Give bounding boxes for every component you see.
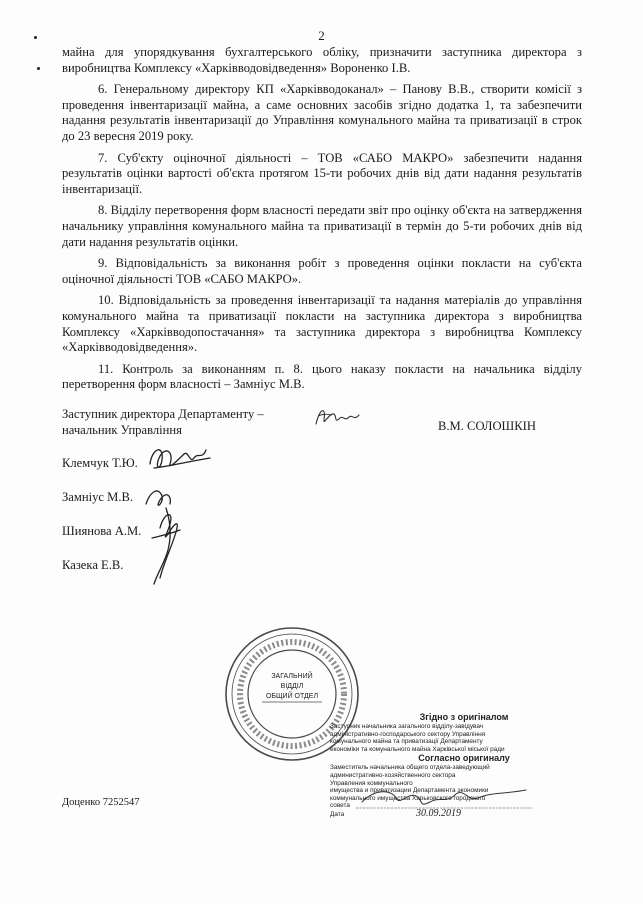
paragraph-6: 6. Генеральному директору КП «Харківводоканал» – Панову В.В., створити комісії з проведення інвентаризації майна, а саме основних засобів згідно додатка 1, та забезпечити надання результатів інвентаризації до Управління комунального майна та приватизації в строк до 23 вересня 2019 року. bbox=[62, 82, 582, 143]
stamp-date-value: 30.09.2019 bbox=[415, 807, 461, 819]
paragraph-7: 7. Суб'єкту оціночної діяльності – ТОВ «САБО МАКРО» забезпечити надання результатів оцінки вартості об'єкта протягом 15-ти робочих днів від дати надання результатів інвентаризації. bbox=[62, 150, 582, 196]
seal-line-3: ОБЩИЙ ОТДЕЛ bbox=[265, 693, 319, 700]
stamp-ua-line: комунального майна та приватизації Департаменту bbox=[330, 738, 483, 746]
seal-line-2: ВІДДІЛ bbox=[280, 683, 304, 690]
signatory-title-line2: начальник Управління bbox=[62, 423, 182, 437]
approver-kazeka: Казека Е.В. bbox=[62, 558, 124, 572]
stamp-date-label: Дата bbox=[330, 810, 345, 818]
director-signature bbox=[312, 402, 364, 432]
approval-signatures bbox=[140, 438, 220, 588]
stamp-ua-line: Заступник начальника загального відділу-завідувач bbox=[330, 723, 484, 730]
paragraph-11: 11. Контроль за виконанням п. 8. цього наказу покласти на начальника відділу перетворення форм власності – Замніус М.В. bbox=[62, 361, 582, 392]
page-number: 2 bbox=[318, 28, 325, 43]
signatory-name: В.М. СОЛОШКІН bbox=[438, 419, 536, 433]
stamp-ru-line: совета bbox=[330, 802, 350, 810]
signatory-title-line1: Заступник директора Департаменту – bbox=[62, 407, 264, 421]
stamp-ru-line: имущества и приватизации Департамента экономики bbox=[330, 787, 489, 795]
approver-klemchuk: Клемчук Т.Ю. bbox=[62, 456, 138, 470]
paragraph-10: 10. Відповідальність за проведення інвентаризації та надання матеріалів до управління комунального майна та приватизації покласти на заступника директора з виробництва Комплексу «Харківводопостачання» та заступника директора з виробництва Комплексу «Харківводовідведення». bbox=[62, 293, 582, 355]
executor-footer: Доценко 7252547 bbox=[62, 797, 140, 808]
scan-speck bbox=[37, 67, 40, 70]
paragraph-continuation: майна для упорядкування бухгалтерського обліку, призначити заступника директора з виробництва Комплексу «Харківводовідведення» Вороненко І.В. bbox=[62, 45, 582, 75]
stamp-ru-line: административно-хозяйственного сектора bbox=[330, 771, 456, 779]
stamp-ru-heading: Согласно оригиналу bbox=[418, 753, 510, 764]
approver-shyianova: Шиянова А.М. bbox=[62, 524, 142, 538]
paragraph-9: 9. Відповідальність за виконання робіт з проведення оцінки покласти на суб'єкта оціночної діяльності ТОВ «САБО МАКРО». bbox=[62, 256, 582, 286]
order-text bbox=[62, 45, 582, 399]
stamp-ru-line: Управления коммунального bbox=[330, 779, 413, 787]
stamp-ua-heading: Згідно з оригіналом bbox=[419, 712, 509, 722]
stamp-ua-line: економіки та комунального майна Харківської міської ради bbox=[330, 745, 505, 753]
stamp-ru-line: Заместитель начальника общего отдела-заведующий bbox=[330, 764, 490, 772]
approver-zamnius: Замніус М.В. bbox=[62, 490, 134, 504]
seal-line-1: ЗАГАЛЬНИЙ bbox=[271, 673, 313, 680]
stamp-ua-line: адміністративно-господарського сектору Управління bbox=[330, 730, 486, 738]
paragraph-8: 8. Відділу перетворення форм власності передати звіт про оцінку об'єкта на затвердження начальнику управління комунального майна та приватизації в термін до 5-ти робочих днів від дати надання результатів оцінки. bbox=[62, 203, 582, 249]
signatory-title bbox=[62, 406, 264, 438]
stamp-signature bbox=[356, 784, 532, 814]
stamp-ru-line: коммунального имущества Харьковского городского bbox=[330, 794, 486, 802]
seal-center-text bbox=[262, 672, 322, 702]
